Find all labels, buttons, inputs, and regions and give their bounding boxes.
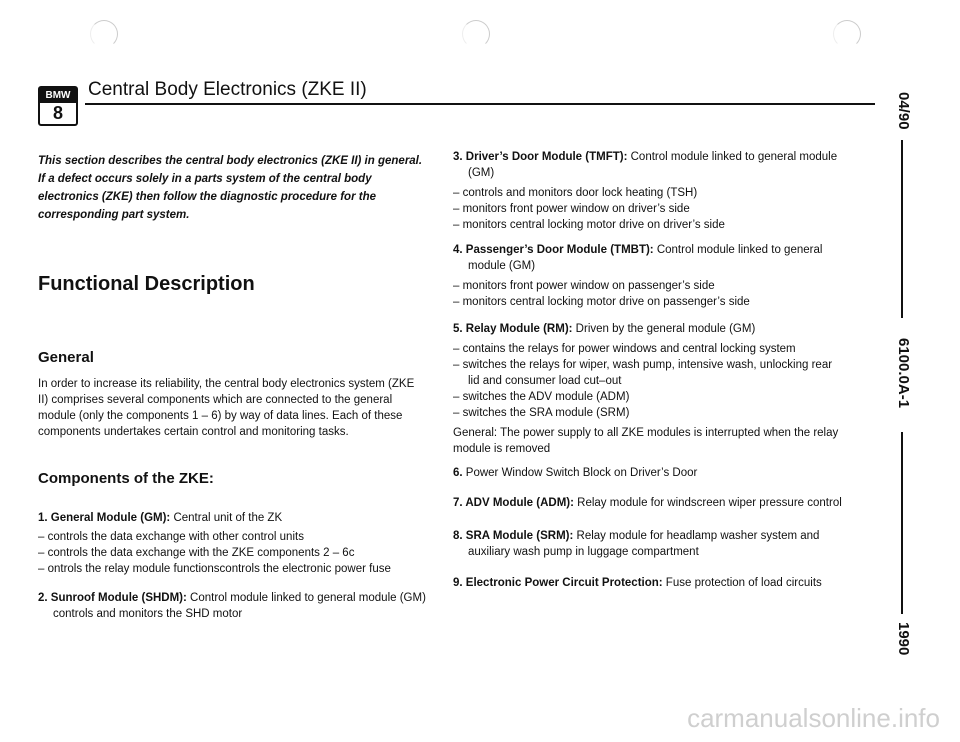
- bullet: – switches the SRA module (SRM): [453, 407, 630, 419]
- bullet: – ontrols the relay module functionscontrols the electronic power fuse: [38, 563, 391, 575]
- component-title: 7. ADV Module (ADM):: [453, 497, 574, 509]
- bullet: – controls and monitors door lock heating (TSH): [453, 187, 698, 199]
- logo-series: 8: [52, 103, 63, 123]
- bullet: – controls the data exchange with the ZKE components 2 – 6c: [38, 547, 355, 559]
- header-rule: [85, 103, 875, 105]
- bullet: – monitors front power window on passenger’s side: [453, 280, 715, 292]
- component-item: [453, 528, 853, 560]
- side-year: 1990: [895, 622, 912, 656]
- punch-hole: [462, 20, 490, 48]
- component-item: [38, 510, 438, 577]
- component-title: 2. Sunroof Module (SHDM):: [38, 592, 187, 604]
- intro-text: This section describes the central body electronics (ZKE II) in general. If a defect occurs solely in a parts system of the central body electronics (ZKE) then follow the diagnostic procedure for the corresponding part system.: [38, 155, 423, 221]
- bullet: – controls the data exchange with other control units: [38, 531, 304, 543]
- punch-hole: [90, 20, 118, 48]
- component-desc-cont: auxiliary wash pump in luggage compartment: [468, 546, 699, 558]
- component-item: [453, 242, 853, 310]
- component-item: [453, 465, 853, 481]
- bullet: – switches the relays for wiper, wash pump, intensive wash, unlocking rear: [453, 359, 833, 371]
- component-desc: Control module linked to general module (GM): [186, 592, 426, 604]
- note: General: The power supply to all ZKE modules is interrupted when the relay module is removed: [453, 427, 839, 455]
- side-date: 04/90: [895, 92, 912, 130]
- component-title: 6.: [453, 467, 463, 479]
- component-desc: Control module linked to general module: [627, 151, 838, 163]
- margin-line: [901, 140, 903, 318]
- bullet: – switches the ADV module (ADM): [453, 391, 630, 403]
- margin-line: [901, 432, 903, 614]
- general-heading: General: [38, 349, 94, 366]
- component-item: [453, 495, 873, 511]
- component-item: [453, 321, 853, 457]
- component-item: [453, 575, 873, 591]
- bullet: – monitors central locking motor drive on driver’s side: [453, 219, 725, 231]
- bullet: lid and consumer load cut–out: [468, 375, 622, 387]
- watermark: carmanualsonline.info: [687, 703, 940, 733]
- component-title: 1. General Module (GM):: [38, 512, 171, 524]
- page-title: Central Body Electronics (ZKE II): [88, 79, 367, 100]
- component-item: [38, 590, 438, 622]
- component-title: 3. Driver’s Door Module (TMFT):: [453, 151, 628, 163]
- component-item: [453, 149, 853, 233]
- component-desc: Driven by the general module (GM): [572, 323, 756, 335]
- side-code: 6100.0A-1: [895, 338, 912, 409]
- logo-brand: BMW: [40, 88, 76, 103]
- component-desc: Fuse protection of load circuits: [662, 577, 822, 589]
- component-desc: Control module linked to general: [653, 244, 823, 256]
- bullet: – monitors front power window on driver’s side: [453, 203, 690, 215]
- component-desc-cont: (GM): [468, 167, 495, 179]
- component-desc: Relay module for headlamp washer system and: [573, 530, 820, 542]
- components-heading: Components of the ZKE:: [38, 470, 214, 487]
- component-title: 5. Relay Module (RM):: [453, 323, 573, 335]
- component-title: 9. Electronic Power Circuit Protection:: [453, 577, 663, 589]
- bullet: controls and monitors the SHD motor: [53, 608, 243, 620]
- component-title: 4. Passenger’s Door Module (TMBT):: [453, 244, 654, 256]
- component-desc: Power Window Switch Block on Driver’s Door: [462, 467, 698, 479]
- component-desc-cont: module (GM): [468, 260, 536, 272]
- bmw-logo: [38, 86, 78, 126]
- general-text: In order to increase its reliability, the central body electronics system (ZKE II) comprises several components which are connected to the general module (only the components 1 – 6) by way of data lines. Each of these components undertakes certain control and monitoring tasks.: [38, 378, 415, 438]
- component-title: 8. SRA Module (SRM):: [453, 530, 574, 542]
- component-desc: Central unit of the ZK: [170, 512, 283, 524]
- section-title: Functional Description: [38, 273, 255, 295]
- bullet: – monitors central locking motor drive on passenger’s side: [453, 296, 750, 308]
- punch-hole: [833, 20, 861, 48]
- bullet: – contains the relays for power windows and central locking system: [453, 343, 796, 355]
- component-desc: Relay module for windscreen wiper pressure control: [573, 497, 842, 509]
